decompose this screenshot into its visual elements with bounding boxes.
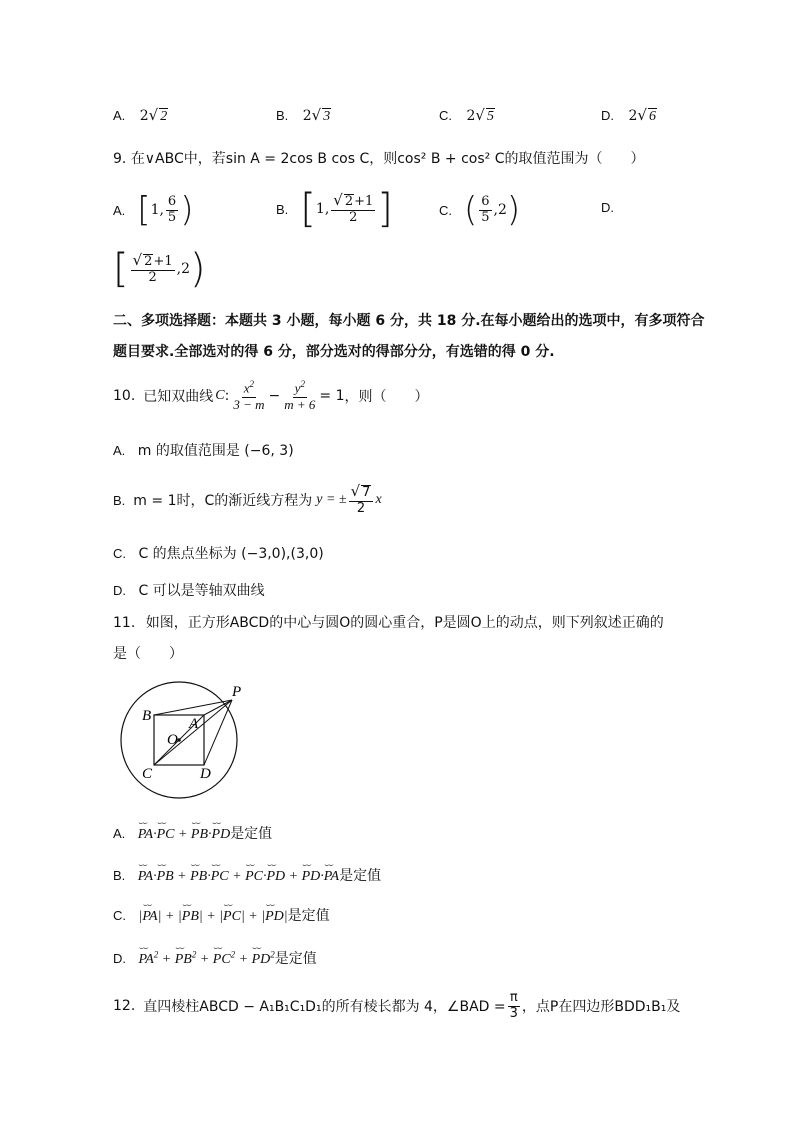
option-text: C 可以是等轴双曲线	[138, 583, 265, 599]
q9-option-d-label	[601, 200, 614, 216]
q11-stem-line1	[113, 612, 664, 632]
q11-option-b: B. ⌣⌣ PA·⌣⌣ PB + ⌣⌣ PB·⌣⌣ PC + ⌣⌣ PC·⌣⌣ PD + ⌣⌣ PD·⌣⌣ PA是定值	[113, 865, 381, 885]
option-label: D.	[601, 200, 614, 215]
q10-option-a	[113, 440, 294, 460]
option-label: B.	[276, 201, 289, 217]
q11-option-a: A. ⌣⌣ PA·⌣⌣ PC + ⌣⌣ PB·⌣⌣ PD是定值	[113, 823, 272, 843]
option-value: 2√ 5	[466, 106, 494, 124]
question-text: 如图，正方形ABCD的中心与圆O的圆心重合，P是圆O上的动点，则下列叙述正确的	[145, 615, 664, 631]
segment-pc	[154, 700, 232, 765]
option-suffix: 是定值	[287, 908, 330, 924]
question-text: 在∨ABC中，若sin A = 2cos B cos C，则cos² B + cos² C的取值范围为（ ）	[130, 151, 645, 167]
question-number: 11.	[113, 615, 136, 631]
option-label: C.	[439, 108, 452, 123]
option-text-post: y = ±	[316, 492, 347, 507]
q8-option-d	[601, 106, 657, 125]
q11-stem-line2: 是（ ）	[113, 646, 183, 662]
label-o: O	[167, 732, 178, 748]
option-suffix: 是定值	[339, 868, 382, 884]
option-label: B.	[276, 108, 289, 123]
section-header-line2: 题目要求.全部选对的得 6 分，部分选对的得部分分，有选错的得 0 分.	[113, 344, 555, 360]
option-label: C.	[113, 546, 126, 561]
q8-option-a	[113, 106, 168, 125]
q9-option-b	[276, 186, 393, 232]
option-label: C.	[113, 908, 126, 923]
q10-stem: 10. 已知双曲线 C : $\frac{x^2}{3 - m}$ − $\frac{y^2}{m + 6}$ = 1 ，则（ ）	[113, 379, 429, 412]
option-suffix: 是定值	[230, 826, 273, 842]
label-b: B	[142, 708, 152, 724]
option-value: [ 1, $\frac{√ 2+1}{2}$ ]	[300, 186, 393, 232]
q9-option-d-value: [ $\frac{√ 2+1}{2}$ ,2 )	[113, 246, 206, 292]
question-number: 12.	[113, 998, 136, 1014]
q9-option-c	[439, 192, 520, 228]
label-p: P	[232, 684, 242, 700]
question-prefix: 已知双曲线	[143, 389, 214, 405]
option-label: B.	[113, 868, 126, 883]
option-text: C 的焦点坐标为 (−3,0),(3,0)	[138, 546, 324, 562]
option-label: D.	[601, 108, 614, 123]
q8-option-c	[439, 106, 495, 125]
option-text: m 的取值范围是 (−6, 3)	[137, 443, 294, 459]
q8-option-b	[276, 106, 331, 125]
question-number: 9.	[113, 151, 127, 167]
segment-pb	[154, 700, 232, 715]
option-label: B.	[113, 492, 126, 508]
question-number: 10.	[113, 388, 136, 404]
option-label: A.	[113, 108, 126, 123]
question-text: 直四棱柱ABCD − A₁B₁C₁D₁的所有棱长都为 4，∠BAD =	[143, 999, 506, 1015]
option-label: A.	[113, 202, 126, 218]
label-d: D	[200, 766, 211, 782]
question-suffix: ，则（ ）	[344, 389, 429, 405]
option-label: C.	[439, 202, 452, 218]
label-c: C	[142, 766, 153, 782]
option-value: ( $\frac{6}{5}$ ,2 )	[464, 190, 521, 230]
segment-pd	[204, 700, 232, 765]
label-a: A	[189, 716, 199, 732]
section-header-line1: 二、多项选择题：本题共 3 小题，每小题 6 分，共 18 分.在每小题给出的选项中，有多项符合	[113, 313, 705, 329]
option-text: m = 1时，C的渐近线方程为	[133, 493, 313, 509]
q11-figure	[112, 680, 252, 800]
question-tail: ，点P在四边形BDD₁B₁及	[521, 999, 681, 1015]
q10-option-d	[113, 580, 265, 600]
option-label: A.	[113, 826, 126, 841]
q10-option-b: B. m = 1时，C的渐近线方程为 y = ± $\frac{√ 7}{2}$ x	[113, 482, 382, 516]
option-value: 2√ 3	[302, 106, 331, 124]
q9-option-a	[113, 192, 193, 228]
option-label: A.	[113, 443, 126, 458]
q9-stem	[113, 148, 644, 168]
option-value: 2√ 2	[139, 106, 168, 124]
q12-stem: 12. 直四棱柱ABCD − A₁B₁C₁D₁的所有棱长都为 4，∠BAD = $\frac{\pi}{3}$ ，点P在四边形BDD₁B₁及	[113, 989, 681, 1021]
option-label: D.	[113, 951, 126, 966]
option-label: D.	[113, 583, 126, 598]
q10-option-c	[113, 543, 324, 563]
option-value: [ 1, $\frac{6}{5}$ )	[137, 190, 194, 230]
option-suffix: 是定值	[274, 951, 317, 967]
option-value: 2√ 6	[628, 106, 656, 124]
q11-option-c: C. |⌣⌣ PA| + |⌣⌣ PB| + |⌣⌣ PC| + |⌣⌣ PD|是定值	[113, 905, 330, 925]
q11-option-d: D. ⌣⌣ $PA^2$ + ⌣⌣ $PB^2$ + ⌣⌣ $PC^2$ + ⌣⌣ $PD^2$是定值	[113, 948, 317, 968]
